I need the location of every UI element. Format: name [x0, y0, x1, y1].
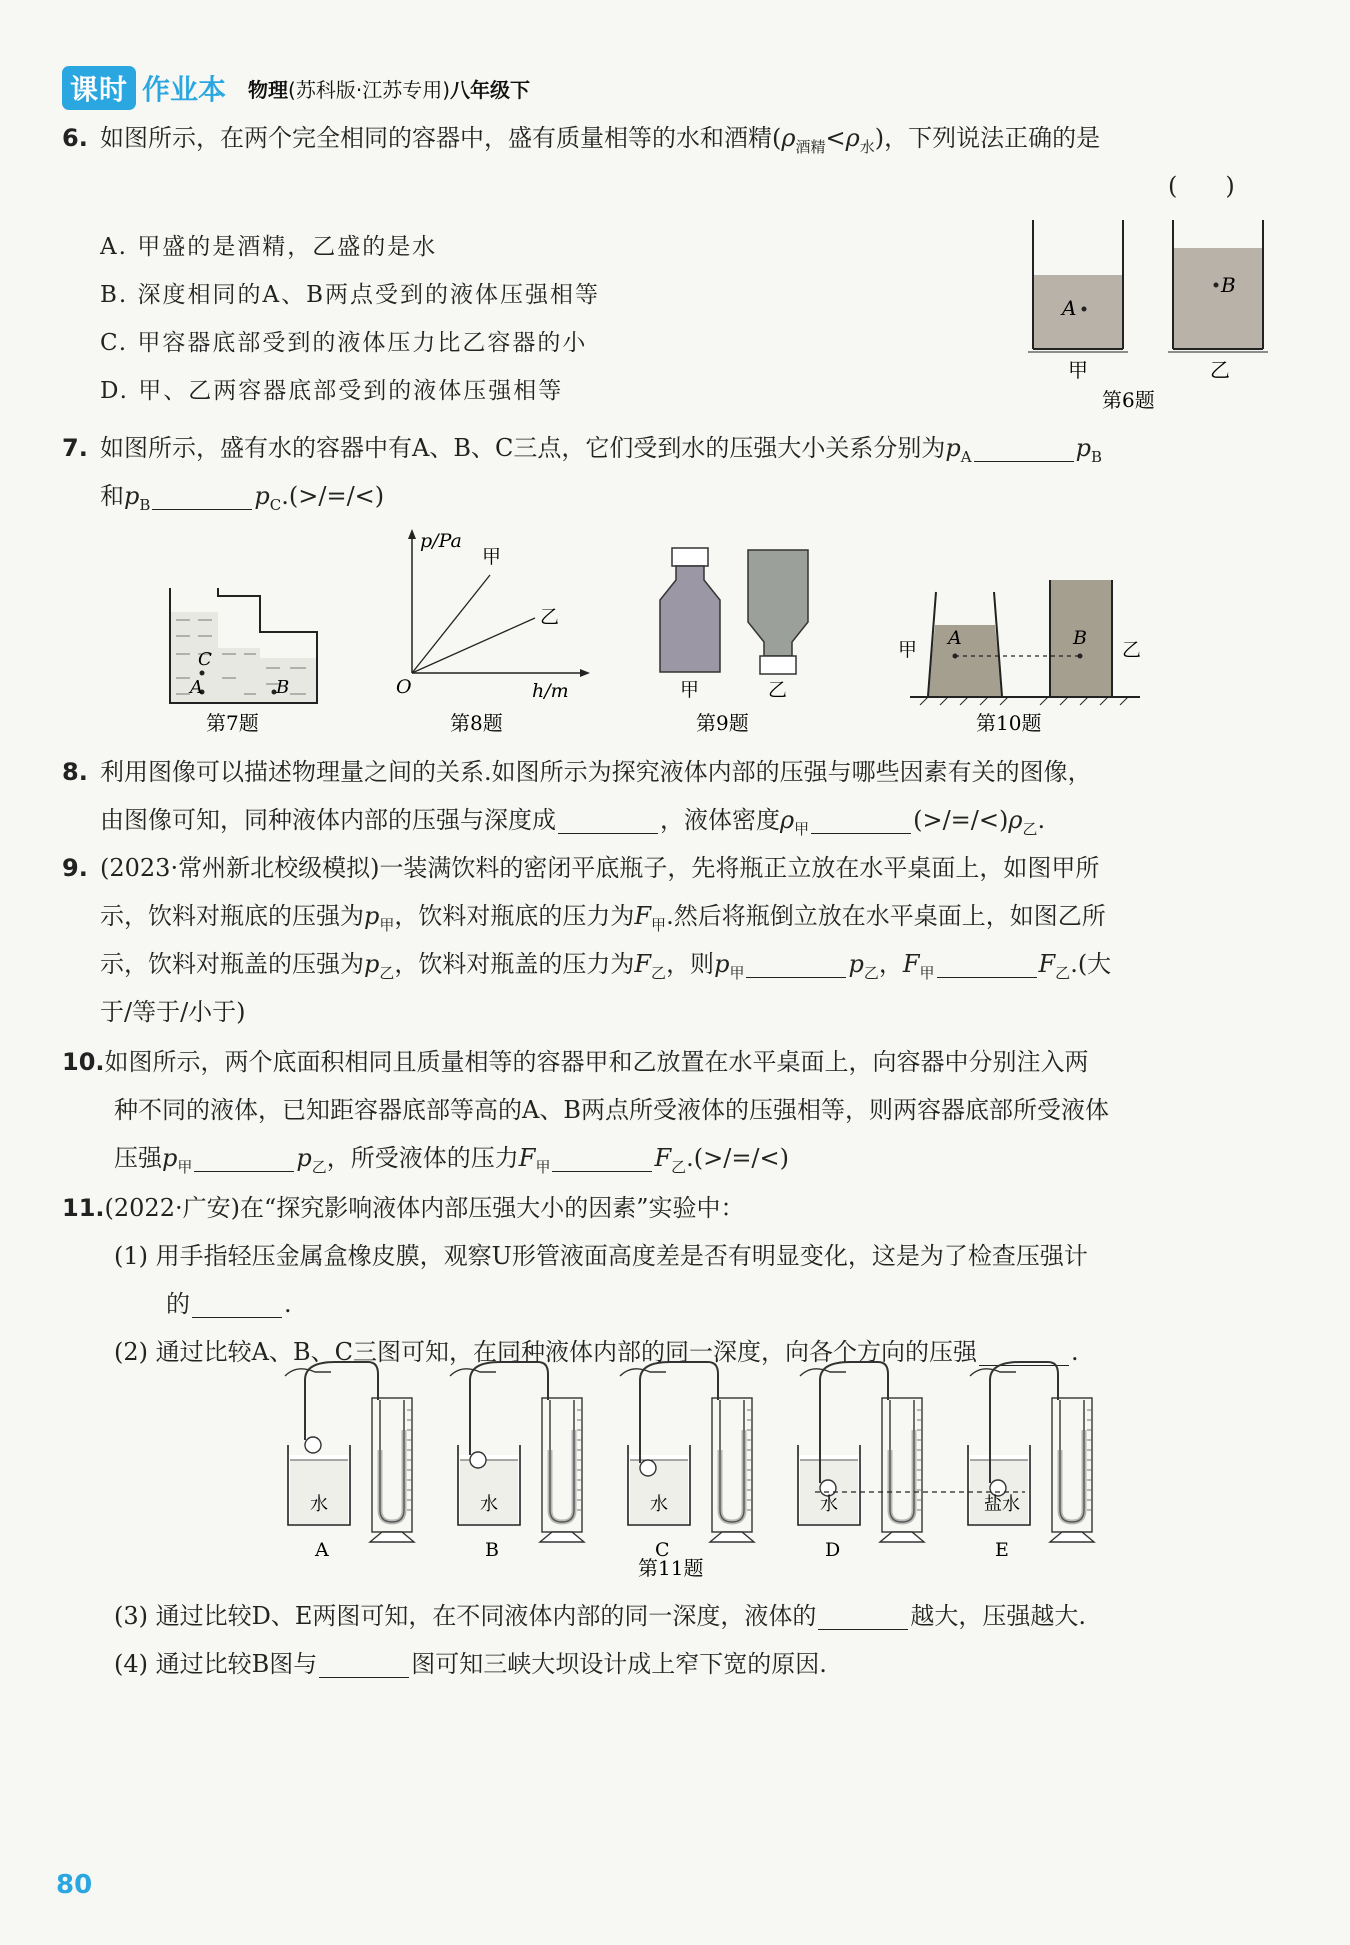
question-7-line-2: 和$p_B$ $p_C.(>/=/<)$ [100, 482, 385, 514]
caption-9: 第9题 [696, 711, 749, 735]
point-b-label: B [1073, 627, 1087, 649]
figure-9 [650, 540, 820, 735]
question-11-part-1-cont: 的 . [166, 1290, 292, 1318]
point-b-label: B [276, 677, 290, 698]
apparatus-label: E [995, 1539, 1009, 1561]
question-9-line-2: 示，饮料对瓶底的压强为$p_甲$，饮料对瓶底的压力为$F_甲$.然后将瓶倒立放在水平桌面上，如图乙所 [100, 902, 1106, 934]
answer-blank-10-2[interactable] [552, 1143, 652, 1172]
answer-blank-10-1[interactable] [194, 1143, 294, 1172]
answer-blank-8-2[interactable] [811, 805, 911, 834]
caption-7: 第7题 [206, 711, 259, 735]
axis-x-label: h/m [532, 680, 569, 702]
question-9-line-1: 9. (2023·常州新北校级模拟)一装满饮料的密闭平底瓶子，先将瓶正立放在水平桌面上，如图甲所 [62, 854, 1100, 882]
answer-blank-11-4[interactable] [319, 1649, 409, 1678]
question-7-line-1: 7. 如图所示，盛有水的容器中有A、B、C三点，它们受到水的压强大小关系分别为$p_A$ $p_B$ [62, 434, 1102, 466]
answer-blank-9-1[interactable] [746, 949, 846, 978]
option-d: D. 甲、乙两容器底部受到的液体压强相等 [100, 378, 564, 404]
liquid-label: 水 [650, 1494, 668, 1515]
caption-10: 第10题 [976, 711, 1042, 735]
question-11-part-4: (4) 通过比较B图与 图可知三峡大坝设计成上窄下宽的原因. [114, 1650, 827, 1678]
apparatus-2 [620, 1362, 754, 1561]
answer-blank-7-2[interactable] [152, 481, 252, 510]
option-a: A. 甲盛的是酒精，乙盛的是水 [100, 234, 438, 260]
logo-title: 作业本 [142, 73, 227, 106]
apparatus-label: D [825, 1539, 841, 1561]
apparatus-label: C [655, 1539, 670, 1561]
point-a-label: A [948, 627, 962, 649]
question-10-line-1: 10.如图所示，两个底面积相同且质量相等的容器甲和乙放置在水平桌面上，向容器中分别注入两 [62, 1048, 1089, 1076]
question-11-part-1: (1) 用手指轻压金属盒橡皮膜，观察U形管液面高度差是否有明显变化，这是为了检查压强计 [114, 1242, 1088, 1270]
point-b-label: B [1221, 273, 1236, 297]
liquid-label: 盐水 [984, 1494, 1020, 1515]
question-11-title: 11.(2022·广安)在“探究影响液体内部压强大小的因素”实验中： [62, 1194, 745, 1222]
label-jia: 甲 [898, 639, 918, 661]
point-a-label: A [190, 677, 203, 698]
page-number: 80 [56, 1870, 93, 1900]
liquid-label: 水 [480, 1494, 498, 1515]
apparatus-4 [968, 1362, 1094, 1561]
point-a-label: A [1062, 296, 1077, 320]
logo-box: 课时 [62, 66, 136, 110]
figure-6 [1020, 215, 1290, 415]
option-c: C. 甲容器底部受到的液体压力比乙容器的小 [100, 330, 588, 356]
option-b: B. 深度相同的A、B两点受到的液体压强相等 [100, 282, 601, 308]
point-c-label: C [198, 649, 212, 670]
answer-blank-7-1[interactable] [974, 433, 1074, 462]
question-11-part-3: (3) 通过比较D、E两图可知，在不同液体内部的同一深度，液体的 越大，压强越大. [114, 1602, 1087, 1630]
answer-bracket: ( ) [1168, 172, 1235, 200]
answer-blank-9-2[interactable] [937, 949, 1037, 978]
line-jia-label: 甲 [482, 546, 502, 568]
apparatus-0 [285, 1362, 414, 1561]
label-yi: 乙 [1122, 639, 1142, 661]
liquid-label: 水 [310, 1494, 328, 1515]
origin-label: O [396, 676, 412, 698]
label-yi: 乙 [768, 679, 788, 701]
figure-11 [270, 1360, 1110, 1580]
apparatus-label: B [485, 1539, 499, 1561]
apparatus-label: A [315, 1539, 329, 1561]
caption-6: 第6题 [1102, 388, 1155, 412]
subject-title: 物理(苏科版·江苏专用)八年级下 [248, 77, 530, 102]
caption-8: 第8题 [450, 711, 503, 735]
figure-7 [160, 560, 330, 735]
axis-y-label: p/Pa [420, 530, 462, 552]
question-10-line-2: 种不同的液体，已知距容器底部等高的A、B两点所受液体的压强相等，则两容器底部所受液体 [114, 1096, 1109, 1124]
apparatus-3 [798, 1362, 924, 1561]
question-6-stem: 6. 如图所示，在两个完全相同的容器中，盛有质量相等的水和酒精$(\rho_{酒精}<\rho_水)$，下列说法正确的是 [62, 124, 1101, 156]
answer-blank-8-1[interactable] [558, 805, 658, 834]
question-9-line-3: 示，饮料对瓶盖的压强为$p_乙$，饮料对瓶盖的压力为$F_乙$，则$p_甲$ $p_乙$，$F_甲$ $F_乙$.(大 [100, 950, 1112, 982]
apparatus-1 [450, 1362, 584, 1561]
answer-blank-11-3[interactable] [818, 1601, 908, 1630]
liquid-label: 水 [820, 1494, 838, 1515]
label-jia: 甲 [680, 679, 700, 701]
question-9-line-4: 于/等于/小于) [100, 998, 246, 1026]
page-header [62, 66, 530, 110]
question-8-line-1: 8. 利用图像可以描述物理量之间的关系.如图所示为探究液体内部的压强与哪些因素有关的图像， [62, 758, 1092, 786]
answer-blank-11-1[interactable] [192, 1289, 282, 1318]
question-11-part-2: (2) 通过比较A、B、C三图可知，在同种液体内部的同一深度，向各个方向的压强 . [114, 1338, 1079, 1366]
figure-8 [390, 525, 590, 735]
figure-10 [890, 550, 1160, 735]
label-yi: 乙 [1210, 358, 1230, 382]
question-8-line-2: 由图像可知，同种液体内部的压强与深度成 ，液体密度$\rho_甲$ $(>/=/<)\rho_乙$. [100, 806, 1046, 838]
caption-11: 第11题 [638, 1556, 704, 1580]
line-yi-label: 乙 [540, 606, 560, 628]
question-10-line-3: 压强$p_甲$ $p_乙$，所受液体的压力$F_甲$ $F_乙.(>/=/<)$ [114, 1144, 789, 1176]
label-jia: 甲 [1068, 358, 1088, 382]
